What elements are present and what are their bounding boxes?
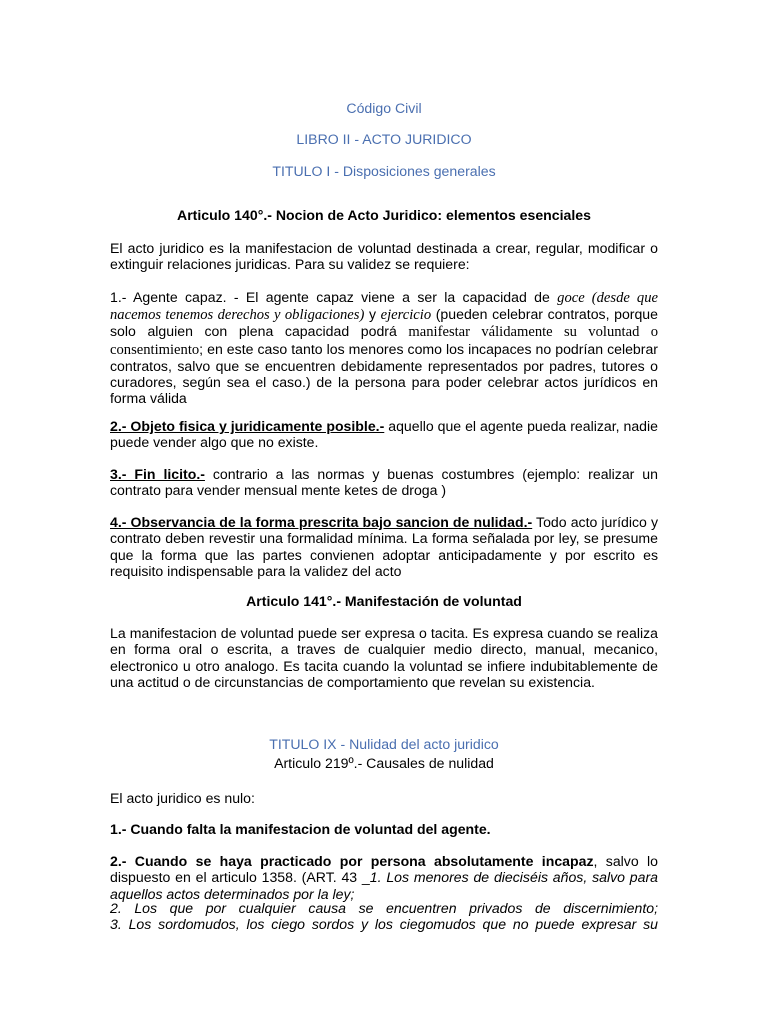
ejercicio-text: ejercicio: [380, 307, 432, 324]
article-140-item-2: [110, 418, 658, 451]
article-141-heading: Articulo 141°.- Manifestación de voluntad: [246, 593, 522, 609]
item-4-text: Todo acto jurídico y contrato deben revestir una formalidad mínima. La forma señalada por ley, se presume que la forma que las partes convienen adoptar anticipadamente y por escrito es requisito indispensable para la validez del acto: [110, 514, 659, 580]
item-2-label: 2.- Objeto fisica y juridicamente posible.-: [110, 418, 385, 434]
item-1-rest: ; en este caso tanto los menores como los incapaces no podrían celebrar contratos, salvo que se encuentren debidamente representados por padres, tutores o curadores, según sea el caso.) de la persona para poder celebrar actos jurídicos en forma válida: [110, 340, 658, 407]
nulidad-item-1: 1.- Cuando falta la manifestacion de voluntad del agente.: [110, 821, 491, 837]
nulidad-item-2-text: , salvo lo dispuesto en el articulo 1358. (ART. 43 _: [110, 853, 658, 886]
nulidad-item-2-bold: 2.- Cuando se haya practicado por persona absolutamente incapaz: [110, 853, 594, 869]
manifestar-text: manifestar válidamente su voluntad o consentimiento: [110, 324, 659, 358]
item-1-y: y: [364, 306, 381, 323]
titulo-ix-title: TITULO IX - Nulidad del acto juridico: [269, 736, 499, 752]
nulidad-item-2-line4: 3. Los sordomudos, los ciego sordos y los ciegomudos que no puede expresar su: [110, 916, 658, 932]
item-3-label: 3.- Fin licito.-: [110, 466, 205, 482]
nulidad-intro: El acto juridico es nulo:: [110, 790, 255, 806]
titulo-i-title: TITULO I - Disposiciones generales: [272, 163, 496, 179]
article-141-text: La manifestacion de voluntad puede ser expresa o tacita. Es expresa cuando se realiza en forma oral o escrita, a traves de cualquier medio directo, manual, mecanico, electronico u otro analogo. Es tacita cuando la voluntad se infiere indubitablemente de una actitud o de circunstancias de comportamiento que revelan su existencia.: [110, 625, 658, 691]
item-4-label: 4.- Observancia de la forma prescrita bajo sancion de nulidad.-: [110, 514, 533, 530]
nulidad-item-2-line2: 1. Los menores de dieciséis años, salvo para aquellos actos determinados por la ley;: [110, 869, 658, 902]
item-1-mid: (pueden celebrar contratos, porque solo alguien con plena capacidad podrá: [110, 306, 658, 340]
nulidad-item-2-line3: 2. Los que por cualquier causa se encuentren privados de discernimiento;: [110, 900, 658, 916]
item-2-text: aquello que el agente pueda realizar, nadie puede vender algo que no existe.: [110, 418, 658, 451]
article-140-item-3: [110, 466, 658, 499]
libro-title: LIBRO II - ACTO JURIDICO: [296, 131, 472, 147]
codigo-civil-title: Código Civil: [346, 100, 422, 116]
article-140-heading: Articulo 140°.- Nocion de Acto Juridico: elementos esenciales: [177, 207, 591, 223]
item-1-prefix: 1.- Agente capaz. - El agente capaz viene a ser la capacidad de: [110, 289, 558, 305]
article-140-item-4: [110, 514, 658, 580]
item-3-text: contrario a las normas y buenas costumbres (ejemplo: realizar un contrato para vender mensual mente ketes de droga ): [110, 466, 658, 499]
goce-text: goce (desde que nacemos tenemos derechos y obligaciones): [110, 290, 658, 324]
article-140-item-1: [110, 289, 658, 406]
article-140-intro: El acto juridico es la manifestacion de voluntad destinada a crear, regular, modificar o extinguir relaciones juridicas. Para su validez se requiere:: [110, 240, 658, 273]
article-219-heading: Articulo 219º.- Causales de nulidad: [274, 755, 494, 771]
nulidad-item-2: [110, 853, 658, 902]
